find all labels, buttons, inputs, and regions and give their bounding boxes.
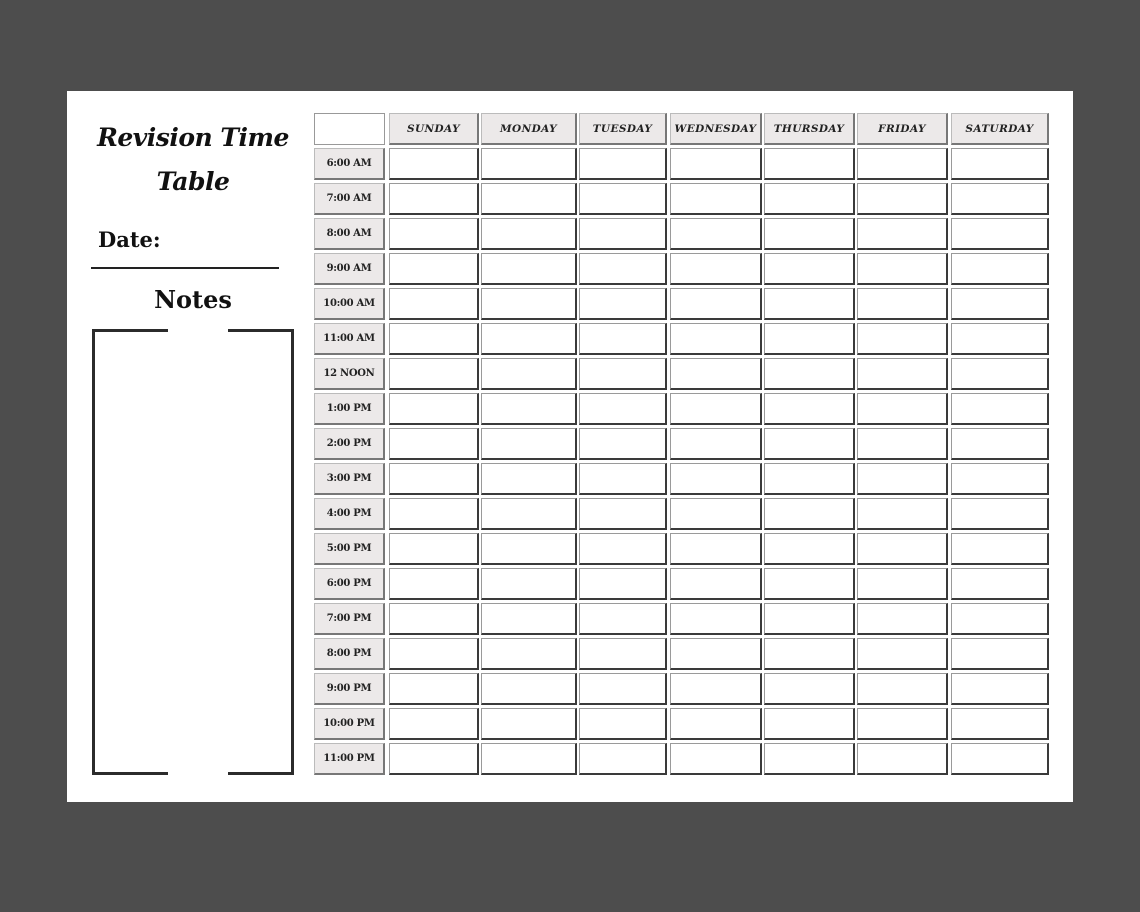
schedule-slot[interactable] — [764, 743, 855, 775]
schedule-slot[interactable] — [481, 673, 577, 705]
schedule-slot[interactable] — [857, 253, 948, 285]
time-label: 12 NOON — [314, 358, 385, 390]
day-header-tuesday: TUESDAY — [579, 113, 667, 145]
schedule-slot[interactable] — [857, 708, 948, 740]
schedule-slot[interactable] — [389, 463, 479, 495]
schedule-slot[interactable] — [951, 393, 1049, 425]
schedule-slot[interactable] — [951, 148, 1049, 180]
schedule-slot[interactable] — [670, 393, 762, 425]
schedule-slot[interactable] — [857, 463, 948, 495]
schedule-slot[interactable] — [670, 323, 762, 355]
schedule-slot[interactable] — [670, 708, 762, 740]
schedule-slot[interactable] — [481, 568, 577, 600]
schedule-slot[interactable] — [389, 428, 479, 460]
schedule-slot[interactable] — [857, 323, 948, 355]
time-label: 11:00 AM — [314, 323, 385, 355]
time-label: 7:00 AM — [314, 183, 385, 215]
timetable-grid — [314, 113, 1049, 774]
schedule-slot[interactable] — [951, 498, 1049, 530]
schedule-slot[interactable] — [670, 638, 762, 670]
schedule-slot[interactable] — [951, 673, 1049, 705]
time-label: 7:00 PM — [314, 603, 385, 635]
schedule-slot[interactable] — [389, 638, 479, 670]
schedule-slot[interactable] — [857, 428, 948, 460]
schedule-slot[interactable] — [764, 638, 855, 670]
schedule-slot[interactable] — [389, 603, 479, 635]
time-label: 6:00 AM — [314, 148, 385, 180]
schedule-slot[interactable] — [857, 638, 948, 670]
schedule-slot[interactable] — [764, 288, 855, 320]
schedule-slot[interactable] — [670, 568, 762, 600]
schedule-slot[interactable] — [481, 428, 577, 460]
schedule-slot[interactable] — [579, 323, 667, 355]
time-label: 9:00 PM — [314, 673, 385, 705]
schedule-slot[interactable] — [951, 183, 1049, 215]
schedule-slot[interactable] — [481, 533, 577, 565]
schedule-slot[interactable] — [481, 288, 577, 320]
schedule-slot[interactable] — [481, 323, 577, 355]
time-label: 10:00 AM — [314, 288, 385, 320]
notes-frame-gap-bottom — [168, 771, 228, 776]
schedule-slot[interactable] — [951, 708, 1049, 740]
schedule-slot[interactable] — [857, 673, 948, 705]
schedule-slot[interactable] — [579, 638, 667, 670]
schedule-slot[interactable] — [764, 218, 855, 250]
schedule-slot[interactable] — [481, 183, 577, 215]
schedule-slot[interactable] — [481, 708, 577, 740]
schedule-slot[interactable] — [764, 183, 855, 215]
time-label: 5:00 PM — [314, 533, 385, 565]
schedule-slot[interactable] — [670, 428, 762, 460]
day-header-friday: FRIDAY — [857, 113, 948, 145]
schedule-slot[interactable] — [764, 323, 855, 355]
schedule-slot[interactable] — [857, 533, 948, 565]
schedule-slot[interactable] — [764, 498, 855, 530]
schedule-slot[interactable] — [579, 218, 667, 250]
schedule-slot[interactable] — [764, 708, 855, 740]
schedule-slot[interactable] — [579, 463, 667, 495]
day-header-sunday: SUNDAY — [389, 113, 479, 145]
schedule-slot[interactable] — [389, 708, 479, 740]
schedule-slot[interactable] — [764, 148, 855, 180]
schedule-slot[interactable] — [579, 288, 667, 320]
schedule-slot[interactable] — [579, 358, 667, 390]
schedule-slot[interactable] — [389, 568, 479, 600]
schedule-slot[interactable] — [951, 638, 1049, 670]
schedule-slot[interactable] — [579, 393, 667, 425]
schedule-slot[interactable] — [951, 358, 1049, 390]
day-header-saturday: SATURDAY — [951, 113, 1049, 145]
time-label: 4:00 PM — [314, 498, 385, 530]
time-label: 2:00 PM — [314, 428, 385, 460]
schedule-slot[interactable] — [670, 288, 762, 320]
schedule-slot[interactable] — [481, 253, 577, 285]
schedule-slot[interactable] — [670, 463, 762, 495]
schedule-slot[interactable] — [579, 253, 667, 285]
schedule-slot[interactable] — [857, 288, 948, 320]
schedule-slot[interactable] — [389, 358, 479, 390]
schedule-slot[interactable] — [389, 183, 479, 215]
time-label: 9:00 AM — [314, 253, 385, 285]
schedule-slot[interactable] — [764, 358, 855, 390]
schedule-slot[interactable] — [857, 498, 948, 530]
schedule-slot[interactable] — [389, 533, 479, 565]
schedule-slot[interactable] — [764, 568, 855, 600]
schedule-slot[interactable] — [857, 358, 948, 390]
day-header-thursday: THURSDAY — [764, 113, 855, 145]
schedule-slot[interactable] — [764, 393, 855, 425]
time-label: 11:00 PM — [314, 743, 385, 775]
schedule-slot[interactable] — [670, 253, 762, 285]
schedule-slot[interactable] — [670, 358, 762, 390]
schedule-slot[interactable] — [857, 183, 948, 215]
schedule-slot[interactable] — [951, 218, 1049, 250]
grid-corner-cell — [314, 113, 385, 145]
schedule-slot[interactable] — [579, 533, 667, 565]
schedule-slot[interactable] — [857, 148, 948, 180]
time-label: 3:00 PM — [314, 463, 385, 495]
schedule-slot[interactable] — [481, 358, 577, 390]
schedule-slot[interactable] — [579, 568, 667, 600]
schedule-slot[interactable] — [670, 218, 762, 250]
schedule-slot[interactable] — [951, 533, 1049, 565]
time-label: 1:00 PM — [314, 393, 385, 425]
schedule-slot[interactable] — [670, 673, 762, 705]
schedule-slot[interactable] — [951, 428, 1049, 460]
schedule-slot[interactable] — [579, 603, 667, 635]
schedule-slot[interactable] — [764, 253, 855, 285]
schedule-slot[interactable] — [389, 498, 479, 530]
page-title: Revision Time Table — [97, 123, 289, 196]
schedule-slot[interactable] — [389, 673, 479, 705]
schedule-slot[interactable] — [857, 218, 948, 250]
schedule-slot[interactable] — [857, 743, 948, 775]
schedule-slot[interactable] — [764, 463, 855, 495]
schedule-slot[interactable] — [389, 148, 479, 180]
schedule-slot[interactable] — [481, 498, 577, 530]
schedule-slot[interactable] — [670, 148, 762, 180]
schedule-slot[interactable] — [670, 603, 762, 635]
day-header-monday: MONDAY — [481, 113, 577, 145]
schedule-slot[interactable] — [481, 148, 577, 180]
time-label: 10:00 PM — [314, 708, 385, 740]
schedule-slot[interactable] — [481, 638, 577, 670]
schedule-slot[interactable] — [764, 603, 855, 635]
notes-area[interactable] — [92, 329, 294, 775]
schedule-slot[interactable] — [857, 603, 948, 635]
schedule-slot[interactable] — [481, 743, 577, 775]
schedule-slot[interactable] — [389, 393, 479, 425]
schedule-slot[interactable] — [670, 183, 762, 215]
date-label: Date: — [98, 227, 161, 252]
schedule-slot[interactable] — [579, 708, 667, 740]
schedule-slot[interactable] — [579, 183, 667, 215]
schedule-slot[interactable] — [389, 743, 479, 775]
schedule-slot[interactable] — [579, 148, 667, 180]
schedule-slot[interactable] — [670, 533, 762, 565]
schedule-slot[interactable] — [857, 393, 948, 425]
time-label: 8:00 PM — [314, 638, 385, 670]
schedule-slot[interactable] — [389, 323, 479, 355]
time-label: 6:00 PM — [314, 568, 385, 600]
schedule-slot[interactable] — [951, 743, 1049, 775]
schedule-slot[interactable] — [951, 603, 1049, 635]
schedule-slot[interactable] — [764, 673, 855, 705]
time-label: 8:00 AM — [314, 218, 385, 250]
schedule-slot[interactable] — [951, 323, 1049, 355]
date-field[interactable] — [91, 267, 279, 269]
schedule-slot[interactable] — [481, 463, 577, 495]
schedule-slot[interactable] — [389, 253, 479, 285]
schedule-slot[interactable] — [764, 428, 855, 460]
day-header-wednesday: WEDNESDAY — [670, 113, 762, 145]
schedule-slot[interactable] — [481, 218, 577, 250]
schedule-slot[interactable] — [951, 568, 1049, 600]
notes-heading: Notes — [154, 285, 232, 314]
schedule-slot[interactable] — [764, 533, 855, 565]
schedule-slot[interactable] — [579, 498, 667, 530]
schedule-slot[interactable] — [951, 463, 1049, 495]
schedule-slot[interactable] — [579, 428, 667, 460]
schedule-slot[interactable] — [389, 218, 479, 250]
schedule-slot[interactable] — [579, 673, 667, 705]
schedule-slot[interactable] — [951, 288, 1049, 320]
planner-sheet — [67, 91, 1073, 802]
notes-frame-gap-top — [168, 328, 228, 333]
schedule-slot[interactable] — [579, 743, 667, 775]
schedule-slot[interactable] — [481, 603, 577, 635]
schedule-slot[interactable] — [857, 568, 948, 600]
schedule-slot[interactable] — [481, 393, 577, 425]
schedule-slot[interactable] — [951, 253, 1049, 285]
schedule-slot[interactable] — [389, 288, 479, 320]
schedule-slot[interactable] — [670, 498, 762, 530]
schedule-slot[interactable] — [670, 743, 762, 775]
